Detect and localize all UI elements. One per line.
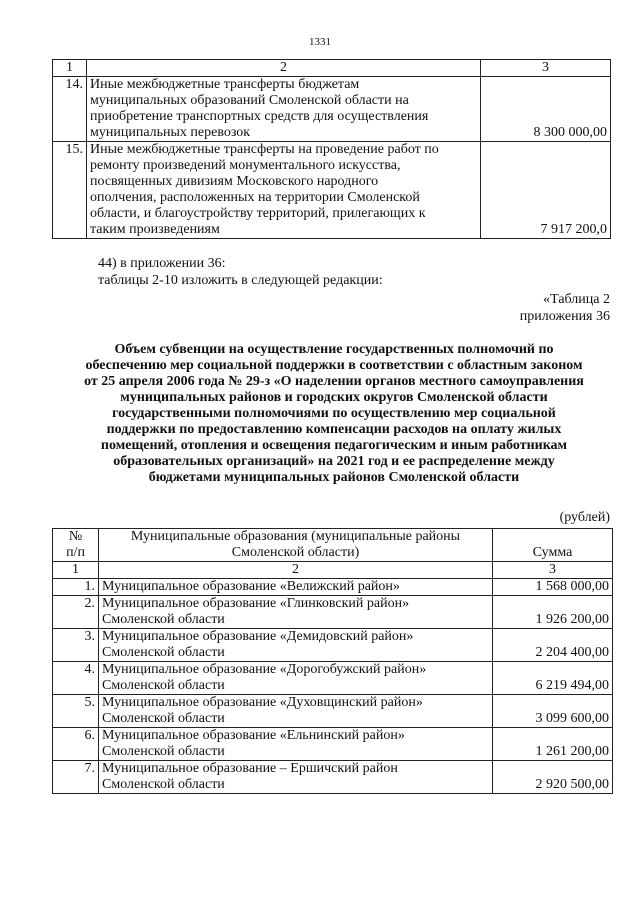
paragraph-item-44: 44) в приложении 36: <box>98 256 226 271</box>
row-sum: 3 099 600,00 <box>493 695 613 728</box>
heading-line: от 25 апреля 2006 года № 29-з «О наделении органов местного самоуправления <box>84 374 584 389</box>
row-number: 15. <box>53 142 87 239</box>
table-row <box>53 77 611 142</box>
row-sum: 6 219 494,00 <box>493 662 613 695</box>
municipality-line: Смоленской области <box>102 777 225 792</box>
column-number-1: 1 <box>53 562 99 579</box>
table-row <box>53 662 613 695</box>
table-label <box>520 291 610 325</box>
municipality-name <box>99 728 493 761</box>
heading-line: поддержки по предоставлению компенсации расходов на оплату жилых <box>106 422 562 437</box>
table-row <box>53 596 613 629</box>
text-line: области, и благоустройству территорий, прилегающих к <box>90 206 426 221</box>
header-sum: Сумма <box>493 529 613 562</box>
row-number: 6. <box>53 728 99 761</box>
header-municipality <box>99 529 493 562</box>
table-header-row <box>53 60 611 77</box>
municipality-line: Муниципальное образование «Ельнинский район» <box>102 728 405 743</box>
row-sum: 1 568 000,00 <box>493 579 613 596</box>
document-heading <box>58 342 610 486</box>
municipality-name <box>99 761 493 794</box>
table-row <box>53 579 613 596</box>
column-number-2: 2 <box>87 60 481 77</box>
column-number-1: 1 <box>53 60 87 77</box>
header-number-line: № <box>68 529 83 544</box>
column-number-3: 3 <box>481 60 611 77</box>
table-row <box>53 728 613 761</box>
header-municipality-line: Муниципальные образования (муниципальные районы <box>130 529 461 544</box>
row-number: 4. <box>53 662 99 695</box>
municipality-line: Муниципальное образование «Демидовский район» <box>102 629 414 644</box>
municipality-line: Муниципальное образование – Ершичский район <box>102 761 398 776</box>
row-number: 3. <box>53 629 99 662</box>
municipality-name <box>99 579 493 596</box>
column-numbers-row <box>53 562 613 579</box>
text-line: муниципальных перевозок <box>90 125 251 140</box>
row-sum: 1 261 200,00 <box>493 728 613 761</box>
row-number: 7. <box>53 761 99 794</box>
text-line: приобретение транспортных средств для осуществления <box>90 109 429 124</box>
table-label-line: «Таблица 2 <box>543 292 610 307</box>
row-number: 1. <box>53 579 99 596</box>
municipality-line: Смоленской области <box>102 744 225 759</box>
municipality-line: Смоленской области <box>102 711 225 726</box>
row-description <box>87 142 481 239</box>
row-sum: 1 926 200,00 <box>493 596 613 629</box>
heading-line: муниципальных районов и городских округов Смоленской области <box>120 390 548 405</box>
municipality-line: Смоленской области <box>102 678 225 693</box>
municipality-line: Муниципальное образование «Глинковский район» <box>102 596 410 611</box>
paragraph-instruction: таблицы 2-10 изложить в следующей редакции: <box>98 273 383 288</box>
table-header-row <box>53 529 613 562</box>
heading-line: Объем субвенции на осуществление государственных полномочий по <box>114 342 554 357</box>
header-municipality-line: Смоленской области) <box>231 545 360 560</box>
header-number-line: п/п <box>66 545 85 560</box>
row-sum: 2 204 400,00 <box>493 629 613 662</box>
subsidy-distribution-table <box>52 528 613 794</box>
page-number: 1331 <box>309 36 331 48</box>
table-row <box>53 629 613 662</box>
row-number: 5. <box>53 695 99 728</box>
text-line: посвященных дивизиям Московского народного <box>90 174 379 189</box>
table-label-line: приложения 36 <box>519 309 610 324</box>
table-row <box>53 142 611 239</box>
heading-line: государственными полномочиями по осуществлению мер социальной <box>112 406 556 421</box>
municipality-line: Смоленской области <box>102 645 225 660</box>
column-number-3: 3 <box>493 562 613 579</box>
table-row <box>53 695 613 728</box>
text-line: ополчения, расположенных на территории Смоленской <box>90 190 420 205</box>
municipality-line: Муниципальное образование «Духовщинский район» <box>102 695 423 710</box>
column-number-2: 2 <box>99 562 493 579</box>
municipality-name <box>99 662 493 695</box>
text-line: ремонту произведений монументального искусства, <box>90 158 401 173</box>
row-description <box>87 77 481 142</box>
municipality-name <box>99 629 493 662</box>
text-line: таким произведениям <box>90 222 220 237</box>
transfers-table <box>52 59 611 239</box>
units-label: (рублей) <box>559 510 610 525</box>
row-number: 2. <box>53 596 99 629</box>
row-sum: 8 300 000,00 <box>481 77 611 142</box>
municipality-name <box>99 596 493 629</box>
table-row <box>53 761 613 794</box>
heading-line: помещений, отопления и освещения педагогическим и иным работникам <box>100 438 568 453</box>
municipality-line: Муниципальное образование «Велижский район» <box>102 579 400 594</box>
heading-line: обеспечению мер социальной поддержки в соответствии с областным законом <box>85 358 583 373</box>
heading-line: образовательных организаций» на 2021 год и ее распределение между <box>113 454 555 469</box>
row-sum: 2 920 500,00 <box>493 761 613 794</box>
text-line: муниципальных образований Смоленской области на <box>90 93 409 108</box>
row-number: 14. <box>53 77 87 142</box>
municipality-name <box>99 695 493 728</box>
municipality-line: Муниципальное образование «Дорогобужский район» <box>102 662 427 677</box>
municipality-line: Смоленской области <box>102 612 225 627</box>
text-line: Иные межбюджетные трансферты бюджетам <box>90 77 360 92</box>
heading-line: бюджетами муниципальных районов Смоленской области <box>148 470 520 485</box>
header-number <box>53 529 99 562</box>
text-line: Иные межбюджетные трансферты на проведение работ по <box>90 142 439 157</box>
row-sum: 7 917 200,0 <box>481 142 611 239</box>
